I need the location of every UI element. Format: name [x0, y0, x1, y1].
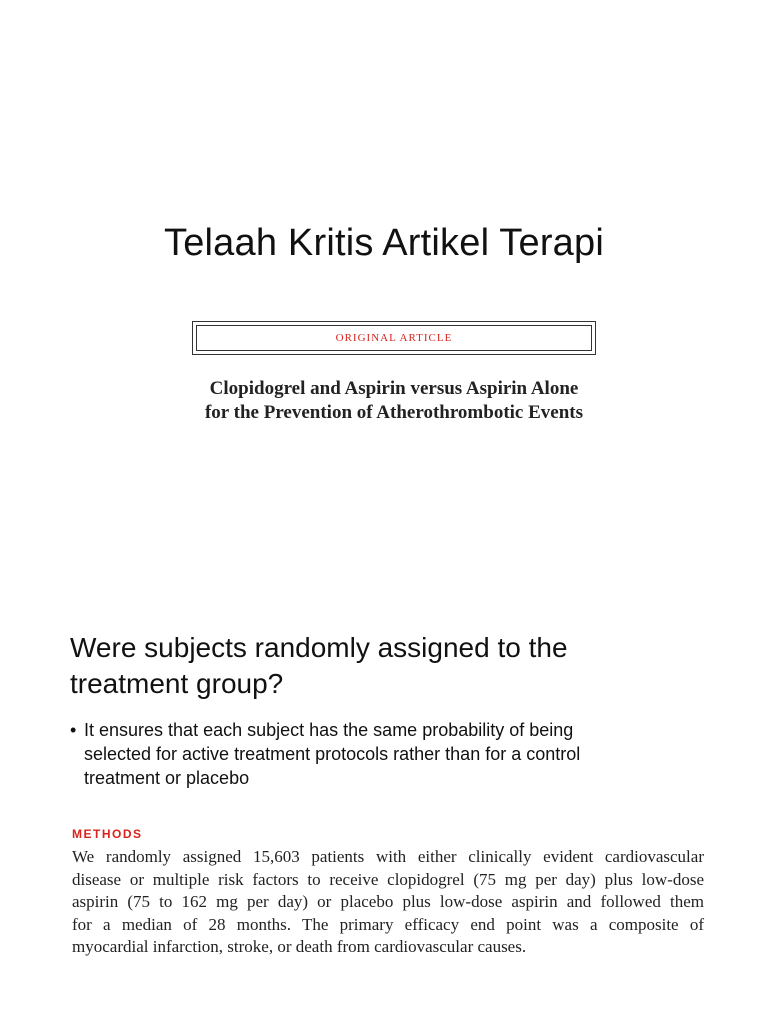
question-heading-line: Were subjects randomly assigned to the: [70, 632, 568, 663]
article-type-label: ORIGINAL ARTICLE: [335, 332, 453, 344]
methods-line: aspirin (75 to 162 mg per day) or placebo plus low-dose aspirin and followed them: [72, 892, 704, 911]
methods-line: disease or multiple risk factors to receive clopidogrel (75 mg per day) plus low-dose: [72, 869, 704, 889]
question-heading-line: treatment group?: [70, 668, 284, 699]
bullet-text: [84, 718, 580, 790]
article-title-line: for the Prevention of Atherothrombotic Events: [204, 402, 584, 423]
article-type-banner: [192, 321, 596, 355]
bullet-text-line: selected for active treatment protocols rather than for a control: [84, 744, 581, 764]
methods-heading: METHODS: [72, 827, 143, 841]
bullet-text-line: It ensures that each subject has the same probability of being: [84, 720, 574, 740]
bullet-text-line: treatment or placebo: [84, 768, 250, 788]
slide-title: Telaah Kritis Artikel Terapi: [164, 222, 604, 264]
article-title-line: Clopidogrel and Aspirin versus Aspirin Alone: [209, 378, 579, 399]
question-heading: [70, 630, 730, 702]
methods-paragraph: [72, 846, 704, 959]
methods-line: We randomly assigned 15,603 patients with either clinically evident cardiovascular: [72, 847, 704, 866]
bullet-point: [70, 718, 730, 790]
methods-line: for a median of 28 months. The primary efficacy end point was a composite of: [72, 914, 704, 934]
bullet-dot-icon: •: [70, 720, 77, 740]
article-type-banner-inner-border: [196, 325, 592, 351]
article-title: [150, 377, 638, 425]
methods-line: myocardial infarction, stroke, or death from cardiovascular causes.: [72, 937, 527, 956]
